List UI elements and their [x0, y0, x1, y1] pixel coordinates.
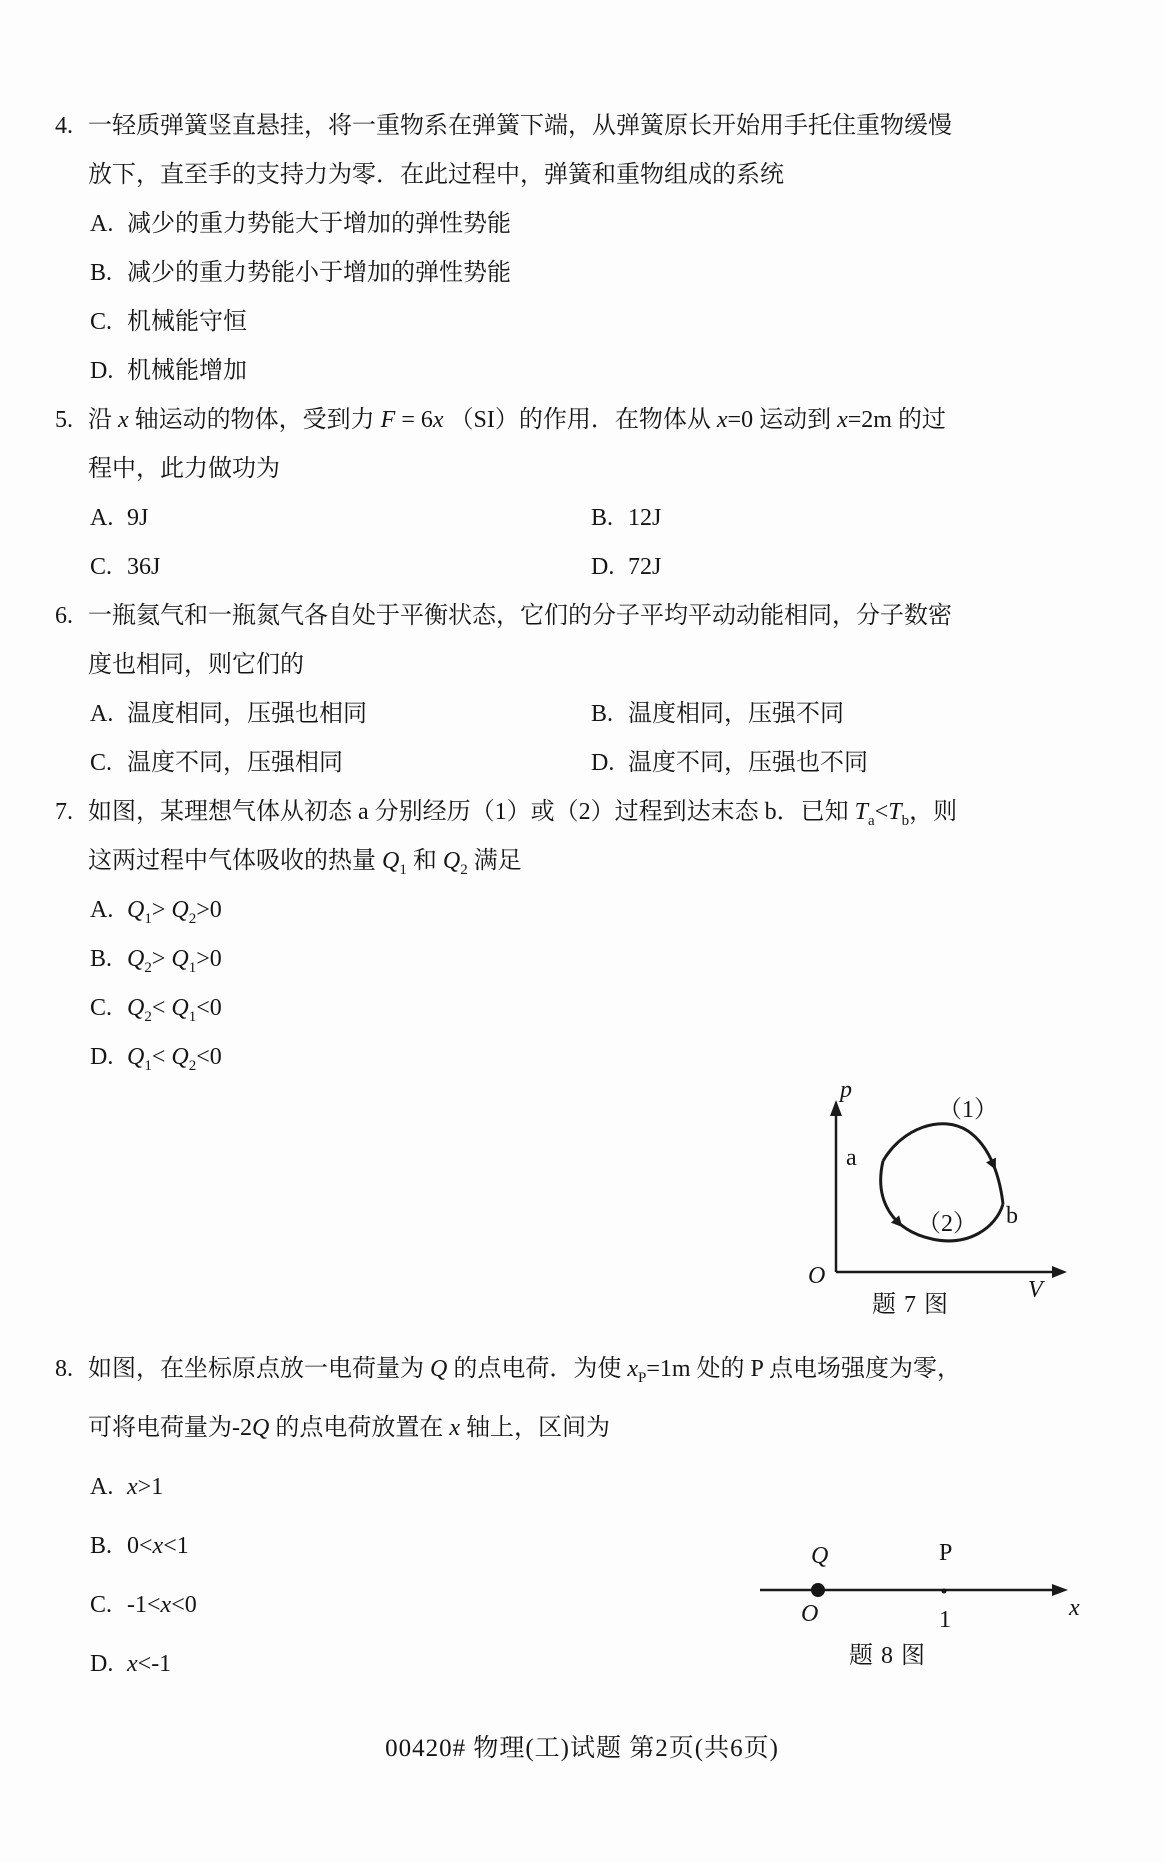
q4-option-c [55, 298, 1125, 347]
option-label: A. [90, 897, 114, 923]
origin-label: O [801, 1601, 819, 1627]
option-label: B. [90, 260, 113, 286]
option-label: C. [90, 309, 113, 335]
q8-line2: 可将电荷量为-2Q 的点电荷放置在 x 轴上，区间为 [88, 1415, 610, 1441]
option-text: 9J [127, 505, 149, 531]
q5-option-b [591, 505, 661, 531]
q4-option-d [55, 347, 1125, 396]
option-text: 减少的重力势能大于增加的弹性势能 [127, 211, 511, 237]
q7-option-d [55, 1033, 1125, 1082]
q4-option-a [55, 200, 1125, 249]
option-text: 机械能增加 [127, 358, 247, 384]
q5-line1 [55, 396, 1125, 445]
q8-line1 [55, 1340, 962, 1399]
option-label: C. [90, 995, 113, 1021]
path2-label: （2） [917, 1211, 977, 1237]
option-label: B. [591, 701, 614, 727]
option-text: x>1 [127, 1474, 164, 1500]
q4-option-b [55, 249, 1125, 298]
v-axis-arrowhead [1052, 1266, 1067, 1278]
option-label: A. [90, 701, 114, 727]
point-b-label: b [1006, 1203, 1018, 1229]
q7-option-b [55, 935, 1125, 984]
q5-option-a [90, 494, 585, 543]
option-text: $Q_2< Q_1<0$ [127, 995, 222, 1025]
figure-q7 [770, 1078, 1090, 1328]
q4-text-line1: 一轻质弹簧竖直悬挂，将一重物系在弹簧下端，从弹簧原长开始用手托住重物缓慢 [88, 113, 952, 139]
option-text: 减少的重力势能小于增加的弹性势能 [127, 260, 511, 286]
q6-line1 [55, 592, 1125, 641]
option-text: 36J [127, 554, 161, 580]
q5-options-row1 [55, 494, 1125, 543]
option-label: A. [90, 505, 114, 531]
option-text: 温度相同，压强不同 [628, 701, 844, 727]
q6-option-c [90, 739, 585, 788]
q6-option-d [591, 750, 868, 776]
option-label: B. [591, 505, 614, 531]
q7-line2: 这两过程中气体吸收的热量 $Q_1$ 和 $Q_2$ 满足 [88, 848, 522, 878]
option-label: D. [90, 1044, 114, 1070]
point-p-tick [942, 1589, 947, 1594]
charge-q-label: Q [811, 1543, 829, 1569]
q5-text-line1: 沿 x 轴运动的物体，受到力 F = 6x （SI）的作用．在物体从 x=0 运动到 x=2m 的过 [88, 407, 946, 433]
q6-options-row2 [55, 739, 1125, 788]
q8-option-b [55, 1517, 775, 1576]
charge-dot [811, 1583, 825, 1597]
option-label: D. [591, 750, 615, 776]
option-label: D. [90, 1651, 114, 1677]
option-label: A. [90, 211, 114, 237]
path1-label: （1） [938, 1097, 998, 1123]
option-label: D. [591, 554, 615, 580]
option-label: B. [90, 1533, 113, 1559]
option-text: $Q_2> Q_1>0$ [127, 946, 222, 976]
q5-option-d [591, 554, 661, 580]
q5-options-row2 [55, 543, 1125, 592]
q8-option-a [55, 1458, 775, 1517]
q7-line1 [55, 788, 1125, 837]
figure7-caption: 题 7 图 [872, 1292, 949, 1318]
q6-option-a [90, 690, 585, 739]
option-label: C. [90, 1592, 113, 1618]
x-axis-label: x [1069, 1595, 1080, 1621]
q6-options-row1 [55, 690, 1125, 739]
origin-label: O [808, 1263, 826, 1289]
q8-number: 8. [55, 1356, 73, 1382]
option-text: 0<x<1 [127, 1533, 189, 1559]
q6-number: 6. [55, 603, 73, 629]
path1-direction-arrow [986, 1158, 1001, 1173]
q7-number: 7. [55, 799, 73, 825]
option-text: 温度相同，压强也相同 [127, 701, 367, 727]
option-text: $Q_1< Q_2<0$ [127, 1044, 222, 1074]
q6-line2: 度也相同，则它们的 [88, 652, 304, 678]
point-p-label: P [939, 1540, 953, 1566]
option-text: -1<x<0 [127, 1592, 197, 1618]
tick-1-label: 1 [939, 1607, 951, 1633]
option-text: 温度不同，压强相同 [127, 750, 343, 776]
q4-line2: 放下，直至手的支持力为零．在此过程中，弹簧和重物组成的系统 [88, 162, 784, 188]
page-footer: 00420# 物理(工)试题 第2页(共6页) [385, 1735, 779, 1762]
option-text: 温度不同，压强也不同 [628, 750, 868, 776]
q7-text-line1: 如图，某理想气体从初态 a 分别经历（1）或（2）过程到达末态 b．已知 $T_a<T_b$，则 [88, 799, 958, 829]
option-text: 72J [628, 554, 662, 580]
q7-option-c [55, 984, 1125, 1033]
option-label: C. [90, 750, 113, 776]
figure8-caption: 题 8 图 [849, 1643, 926, 1669]
option-text: $Q_1> Q_2>0$ [127, 897, 222, 927]
q6-option-b [591, 701, 844, 727]
q5-number: 5. [55, 407, 73, 433]
option-text: 机械能守恒 [127, 309, 247, 335]
q5-option-c [90, 543, 585, 592]
q4-line1 [55, 102, 1125, 151]
option-label: A. [90, 1474, 114, 1500]
option-label: B. [90, 946, 113, 972]
figure-q8 [755, 1538, 1105, 1683]
option-label: D. [90, 358, 114, 384]
point-a-label: a [846, 1145, 857, 1171]
v-axis-label: V [1028, 1277, 1043, 1303]
option-text: x<-1 [127, 1651, 172, 1677]
option-label: C. [90, 554, 113, 580]
q8-option-d [55, 1635, 775, 1694]
option-text: 12J [628, 505, 662, 531]
questions-block [55, 102, 1125, 1082]
q8-text-line1: 如图，在坐标原点放一电荷量为 Q 的点电荷．为使 $x_P=1m$ 处的 P 点电场强度为零， [88, 1356, 962, 1386]
q7-option-a [55, 886, 1125, 935]
q6-text-line1: 一瓶氦气和一瓶氮气各自处于平衡状态，它们的分子平均平动动能相同，分子数密 [88, 603, 952, 629]
q5-line2: 程中，此力做功为 [88, 456, 280, 482]
q4-number: 4. [55, 113, 73, 139]
q8-option-c [55, 1576, 775, 1635]
x-axis-arrowhead [1052, 1584, 1068, 1596]
process-path-1 [883, 1124, 1003, 1204]
p-axis-label: p [840, 1077, 852, 1103]
